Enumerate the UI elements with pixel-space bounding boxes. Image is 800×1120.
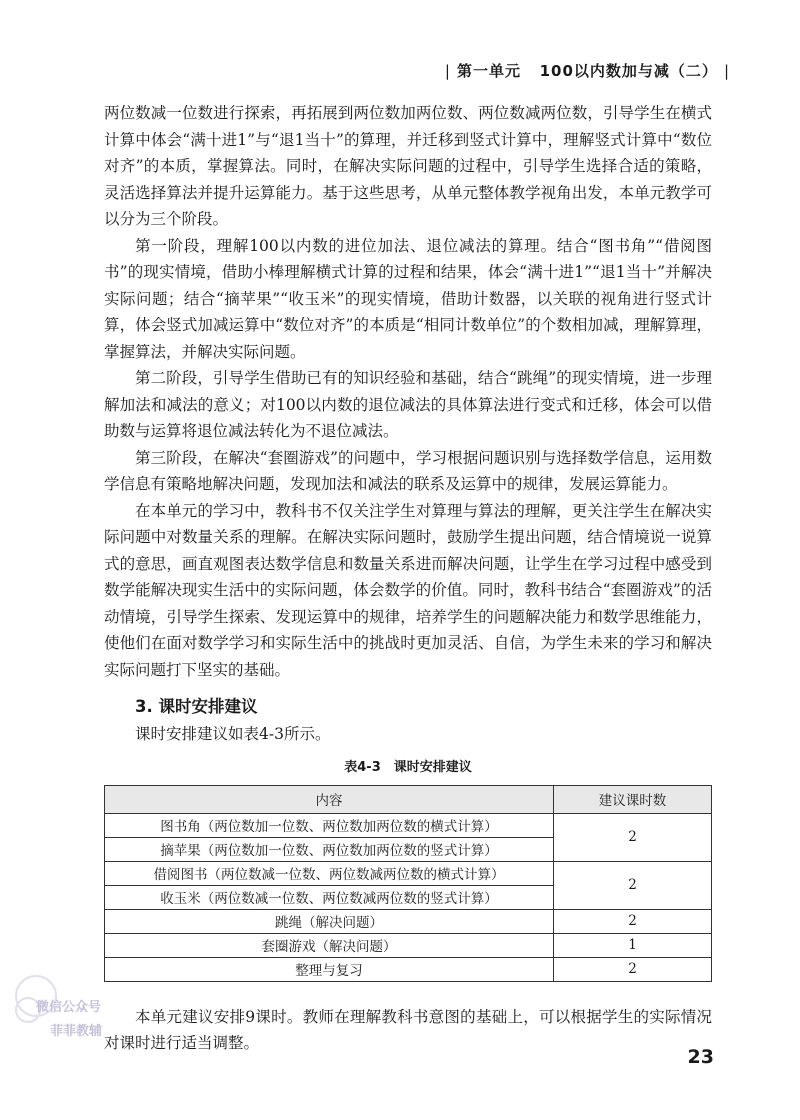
header-unit: 第一单元: [456, 62, 521, 80]
column-header-content: 内容: [105, 785, 554, 813]
column-header-hours: 建议课时数: [554, 785, 712, 813]
table-row: [105, 861, 712, 885]
table-cell-hours: 2: [554, 813, 712, 861]
table-cell-hours: 2: [554, 861, 712, 909]
running-header: [439, 60, 736, 81]
paragraph: 第二阶段，引导学生借助已有的知识经验和基础，结合“跳绳”的现实情境，进一步理解加法和减法的意义；对100以内数的退位减法的具体算法进行变式和迁移，体会可以借助数与运算将退位减法转化为不退位减法。: [104, 369, 712, 440]
table-cell-content: 跳绳（解决问题）: [105, 909, 554, 933]
paragraph: 两位数减一位数进行探索，再拓展到两位数加两位数、两位数减两位数，引导学生在横式计算中体会“满十进1”与“退1当十”的算理，并迁移到竖式计算中，理解竖式计算中“数位对齐”的本质，掌握算法。同时，在解决实际问题的过程中，引导学生选择合适的策略，灵活选择算法并提升运算能力。基于这些思考，从单元整体教学视角出发，本单元教学可以分为三个阶段。: [104, 104, 712, 228]
table-cell-content: 借阅图书（两位数减一位数、两位数减两位数的横式计算）: [105, 861, 554, 885]
paragraph: 第一阶段，理解100以内数的进位加法、退位减法的算理。结合“图书角”“借阅图书”的现实情境，借助小棒理解横式计算的过程和结果，体会“满十进1”“退1当十”并解决实际问题；结合“摘苹果”“收玉米”的现实情境，借助计数器，以关联的视角进行竖式计算，体会竖式加减运算中“数位对齐”的本质是“相同计数单位”的个数相加减，理解算理，掌握算法，并解决实际问题。: [104, 236, 712, 361]
lesson-plan-table: [104, 785, 712, 982]
header-divider: |: [723, 62, 730, 80]
paragraph: 第三阶段，在解决“套圈游戏”的问题中，学习根据问题识别与选择数学信息，运用数学信息有策略地解决问题，发现加法和减法的联系及运算中的规律，发展运算能力。: [104, 448, 712, 493]
table-row: [105, 909, 712, 933]
table-row: [105, 933, 712, 957]
table-row: [105, 957, 712, 981]
table-cell-content: 收玉米（两位数减一位数、两位数减两位数的竖式计算）: [105, 885, 554, 909]
page-body: [104, 100, 712, 1057]
table-caption: 表4-3 课时安排建议: [344, 759, 472, 775]
table-header-row: [105, 785, 712, 813]
table-row: [105, 813, 712, 837]
table-cell-content: 套圈游戏（解决问题）: [105, 933, 554, 957]
table-cell-content: 摘苹果（两位数加一位数、两位数加两位数的竖式计算）: [105, 837, 554, 861]
table-intro: 课时安排建议如表4-3所示。: [135, 725, 331, 743]
table-cell-hours: 1: [554, 933, 712, 957]
table-cell-hours: 2: [554, 909, 712, 933]
section-heading: 3. 课时安排建议: [135, 697, 258, 716]
header-divider: |: [444, 62, 451, 80]
watermark-line: 微信公众号: [36, 1000, 102, 1015]
page-number: 23: [687, 1046, 714, 1068]
closing-paragraph: 本单元建议安排9课时。教师在理解教科书意图的基础上，可以根据学生的实际情况对课时进行适当调整。: [104, 1007, 712, 1052]
header-title: 100以内数加与减（二）: [539, 62, 718, 80]
table-cell-content: 整理与复习: [105, 957, 554, 981]
paragraph: 在本单元的学习中，教科书不仅关注学生对算理与算法的理解，更关注学生在解决实际问题中对数量关系的理解。在解决实际问题时，鼓励学生提出问题，结合情境说一说算式的意思，画直观图表达数学信息和数量关系进而解决问题，让学生在学习过程中感受到数学能解决现实生活中的实际问题，体会数学的价值。同时，教科书结合“套圈游戏”的活动情境，引导学生探索、发现运算中的规律，培养学生的问题解决能力和数学思维能力，使他们在面对数学学习和实际生活中的挑战时更加灵活、自信，为学生未来的学习和解决实际问题打下坚实的基础。: [104, 501, 712, 679]
watermark-line: 菲菲教辅: [50, 1024, 103, 1039]
table-cell-hours: 2: [554, 957, 712, 981]
table-cell-content: 图书角（两位数加一位数、两位数加两位数的横式计算）: [105, 813, 554, 837]
watermark: [6, 970, 136, 1050]
